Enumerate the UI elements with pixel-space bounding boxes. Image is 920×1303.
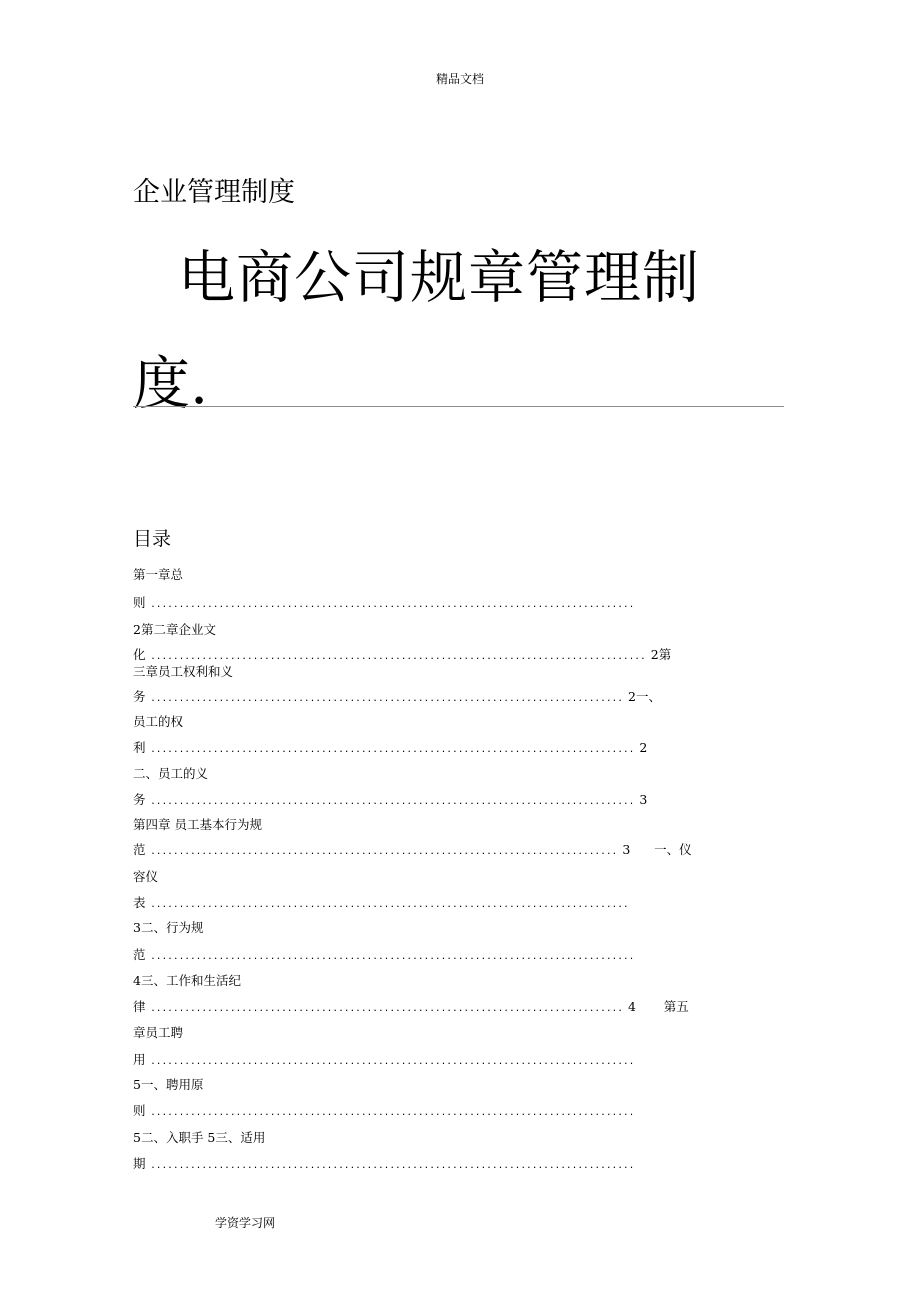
toc-line-text: 务: [133, 689, 146, 704]
toc-leader-dots: ...................................................................................: [145, 1001, 625, 1014]
toc-line-text: 章员工聘: [133, 1025, 184, 1040]
toc-line-text: 三章员工权利和义: [133, 664, 234, 679]
toc-line: [133, 645, 671, 663]
page-footer: 学资学习网: [215, 1216, 276, 1230]
toc-title: 目录: [133, 528, 172, 550]
toc-line: [133, 712, 183, 730]
toc-line-text: 化: [133, 647, 146, 662]
toc-leader-dots: ..................................................................................: [145, 844, 619, 857]
toc-line-text: 利: [133, 740, 146, 755]
toc-line: [133, 918, 203, 936]
toc-leader-dots: .....................................................................................: [145, 1158, 636, 1171]
toc-line: [133, 662, 233, 680]
toc-line-text: 5一、聘用原: [133, 1077, 204, 1092]
toc-line: [133, 790, 647, 808]
toc-page-number: 3 一、仪: [618, 842, 692, 857]
toc-line: [133, 738, 647, 756]
toc-page-number: 2: [635, 740, 648, 755]
toc-line-text: 第一章总: [133, 567, 184, 582]
toc-line-text: 员工的权: [133, 714, 184, 729]
toc-line: [133, 945, 635, 963]
toc-line: [133, 687, 661, 705]
toc-line: [133, 840, 692, 858]
toc-line-text: 3二、行为规: [133, 920, 204, 935]
toc-leader-dots: .......................................................................................: [145, 649, 647, 662]
toc-line: [133, 764, 208, 782]
toc-line-text: 4三、工作和生活纪: [133, 973, 241, 988]
document-category: 企业管理制度: [133, 177, 295, 208]
toc-line: [133, 1023, 183, 1041]
toc-line: [133, 1101, 635, 1119]
toc-leader-dots: .....................................................................................: [145, 794, 636, 807]
toc-page-number: 2一、: [624, 689, 661, 704]
toc-line: [133, 997, 689, 1015]
toc-leader-dots: .....................................................................................: [145, 597, 636, 610]
title-divider: [133, 406, 784, 407]
toc-line-text: 表: [133, 895, 146, 910]
toc-leader-dots: ...................................................................................: [145, 691, 625, 704]
toc-leader-dots: .....................................................................................: [145, 742, 636, 755]
page-header: 精品文档: [435, 72, 484, 86]
toc-line: [133, 1128, 265, 1146]
toc-line-text: 2第二章企业文: [133, 622, 216, 637]
toc-line-text: 二、员工的义: [133, 766, 209, 781]
toc-line-text: 范: [133, 842, 146, 857]
toc-page-number: 3: [635, 792, 648, 807]
toc-line: [133, 1075, 203, 1093]
toc-page-number: 4 第五: [624, 999, 689, 1014]
toc-line-text: 容仪: [133, 869, 159, 884]
toc-line: [133, 1154, 635, 1172]
toc-line-text: 用: [133, 1052, 146, 1067]
toc-line-text: 则: [133, 595, 146, 610]
toc-line: [133, 893, 630, 911]
toc-line: [133, 1050, 635, 1068]
toc-line-text: 则: [133, 1103, 146, 1118]
toc-line: [133, 867, 158, 885]
document-title-line1: 电商公司规章管理制: [178, 245, 700, 311]
toc-line-text: 5二、入职手 5三、适用: [133, 1130, 266, 1145]
toc-line-text: 期: [133, 1156, 146, 1171]
toc-line: [133, 971, 241, 989]
toc-line: [133, 593, 635, 611]
toc-leader-dots: .....................................................................................: [145, 1054, 636, 1067]
toc-line-text: 律: [133, 999, 146, 1014]
toc-line-text: 务: [133, 792, 146, 807]
document-title-line2: 度.: [133, 351, 209, 417]
toc-line: [133, 565, 183, 583]
toc-line: [133, 815, 262, 833]
toc-leader-dots: .....................................................................................: [145, 949, 636, 962]
toc-line: [133, 620, 216, 638]
toc-line-text: 第四章 员工基本行为规: [133, 817, 262, 832]
toc-leader-dots: .....................................................................................: [145, 1105, 636, 1118]
toc-leader-dots: ....................................................................................: [145, 897, 630, 910]
toc-line-text: 范: [133, 947, 146, 962]
toc-page-number: 2第: [646, 647, 672, 662]
